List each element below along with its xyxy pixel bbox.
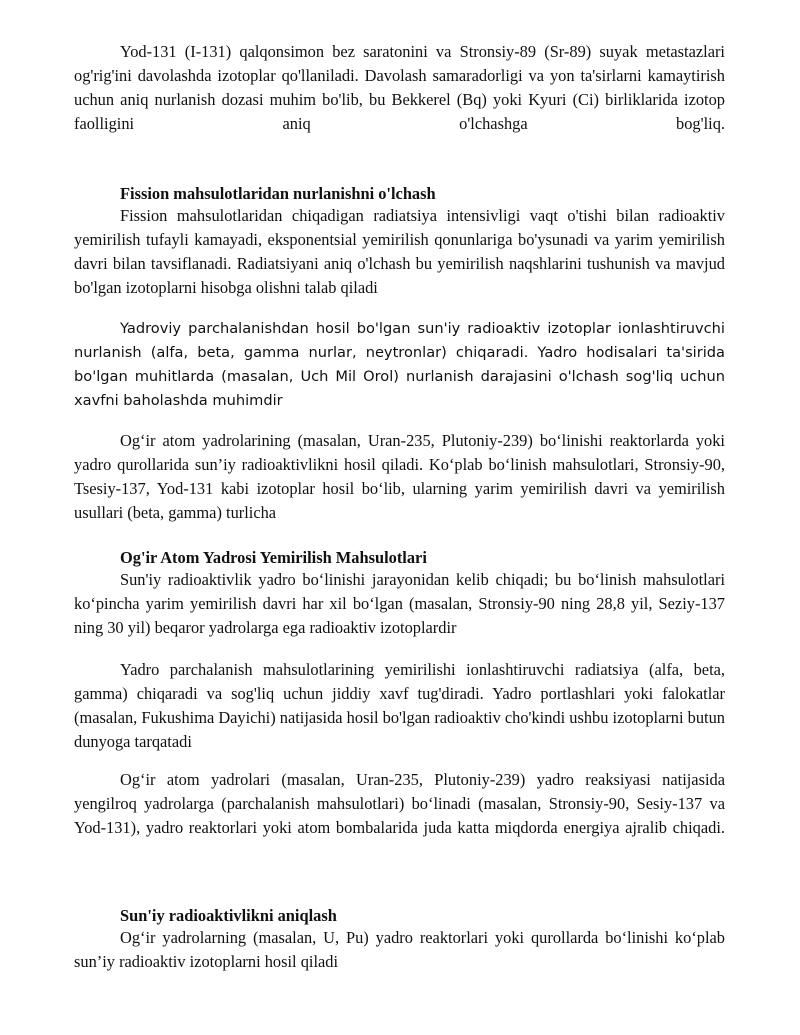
paragraph-heavy-nuclei-fission: Og‘ir atom yadrolarining (masalan, Uran-235, Plutoniy-239) bo‘linishi reaktorlarda yoki yadro qurollarida sun’iy radioaktivlikni hosil qiladi. Ko‘plab bo‘linish mahsulotlari, Stronsiy-90, Tsesiy-137, Yod-131 kabi izotoplar hosil bo‘lib, ularning yarim yemirilish davri va yemirilish usullari (beta, gamma) turlicha (74, 431, 725, 522)
paragraph-iodine-strontium-therapy: Yod-131 (I-131) qalqonsimon bez saratonini va Stronsiy-89 (Sr-89) suyak metastazlari og'rig'ini davolashda izotoplar qo'llaniladi. Davolash samaradorligi va yon ta'sirlarni kamaytirish uchun aniq nurlanish dozasi muhim bo'lib, bu Bekkerel (Bq) yoki Kyuri (Ci) birliklarida izotop faolligini aniq o'lchashga bog'liq. (74, 42, 725, 133)
heading-artificial-radioactivity-detection: Sun'iy radioaktivlikni aniqlash (120, 906, 337, 925)
paragraph-fission-energy-release: Og‘ir atom yadrolari (masalan, Uran-235, Plutoniy-239) yadro reaksiyasi natijasida yengilroq yadrolarga (parchalanish mahsulotlari) bo‘linadi (masalan, Stronsiy-90, Sesiy-137 va Yod-131), yadro reaktorlari yoki atom bombalarida juda katta miqdorda energiya ajralib chiqadi. (74, 770, 725, 837)
heading-heavy-atom-decay-products: Og'ir Atom Yadrosi Yemirilish Mahsulotlari (120, 548, 427, 567)
paragraph-heavy-nuclei-isotopes: Og‘ir yadrolarning (masalan, U, Pu) yadro reaktorlari yoki qurollarda bo‘linishi ko‘plab sun’iy radioaktiv izotoplarni hosil qiladi (74, 928, 725, 971)
paragraph-decay-health-risk: Yadro parchalanish mahsulotlarining yemirilishi ionlashtiruvchi radiatsiya (alfa, beta, gamma) chiqaradi va sog'liq uchun jiddiy xavf tug'diradi. Yadro portlashlari yoki falokatlar (masalan, Fukushima Dayichi) natijasida hosil bo'lgan radioaktiv cho'kindi ushbu izotoplarni butun dunyoga tarqatadi (74, 660, 725, 751)
paragraph-artificial-radioactivity-origin: Sun'iy radioaktivlik yadro bo‘linishi jarayonidan kelib chiqadi; bu bo‘linish mahsulotlari ko‘pincha yarim yemirilish davri har xil bo‘lgan (masalan, Stronsiy-90 ning 28,8 yil, Seziy-137 ning 30 yil) beqaror yadrolarga ega radioaktiv izotoplardir (74, 570, 725, 637)
paragraph-artificial-isotopes-radiation: Yadroviy parchalanishdan hosil bo'lgan sun'iy radioaktiv izotoplar ionlashtiruvchi nurlanish (alfa, beta, gamma nurlar, neytronlar) chiqaradi. Yadro hodisalari ta'sirida bo'lgan muhitlarda (masalan, Uch Mil Orol) nurlanish darajasini o'lchash sog'liq uchun xavfni baholashda muhimdir (74, 320, 725, 409)
heading-fission-products-measurement: Fission mahsulotlaridan nurlanishni o'lchash (120, 184, 436, 203)
paragraph-fission-radiation-decay: Fission mahsulotlaridan chiqadigan radiatsiya intensivligi vaqt o'tishi bilan radioaktiv yemirilish tufayli kamayadi, eksponentsial yemirilish qonunlariga bo'ysunadi va yarim yemirilish davri bilan tavsiflanadi. Radiatsiyani aniq o'lchash bu yemirilish naqshlarini tushunish va mavjud bo'lgan izotoplarni hisobga olishni talab qiladi (74, 206, 725, 297)
